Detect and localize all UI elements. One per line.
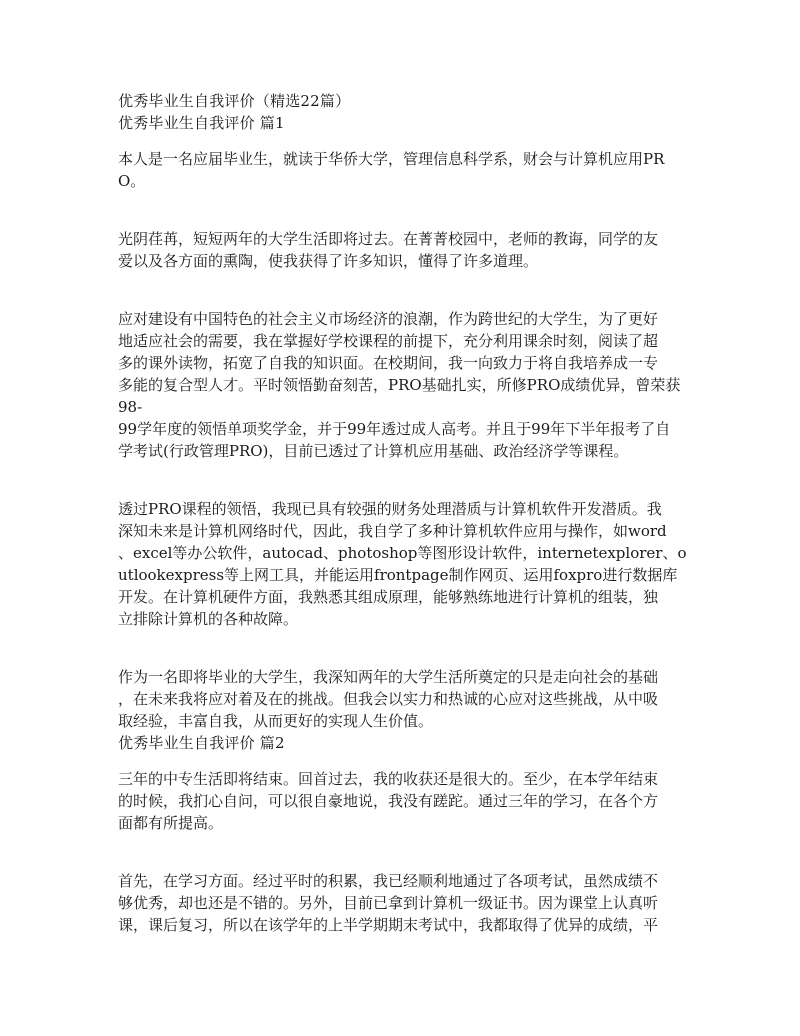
paragraph-line: 立排除计算机的各种故障。 (118, 610, 299, 628)
paragraph-line: 本人是一名应届毕业生，就读于华侨大学，管理信息科学系，财会与计算机应用PR (118, 150, 665, 168)
paragraph-line: 99学年度的领悟单项奖学金，并于99年透过成人高考。并且于99年下半年报考了自 (118, 420, 671, 438)
document-page (118, 90, 690, 936)
paragraph-4 (118, 498, 690, 630)
paragraph-line: ，在未来我将应对着及在的挑战。但我会以实力和热诚的心应对这些挑战，从中吸 (118, 690, 659, 708)
document-title: 优秀毕业生自我评价（精选22篇） (118, 92, 351, 110)
paragraph-1 (118, 148, 690, 192)
spacer (118, 630, 690, 666)
paragraph-line: 取经验，丰富自我，从而更好的实现人生价值。 (118, 712, 434, 730)
paragraph-line: 开发。在计算机硬件方面，我熟悉其组成原理，能够熟练地进行计算机的组装，独 (118, 588, 659, 606)
spacer (118, 754, 690, 768)
paragraph-line: 首先，在学习方面。经过平时的积累，我已经顺利地通过了各项考试，虽然成绩不 (118, 872, 659, 890)
paragraph-line: 光阴荏苒，短短两年的大学生活即将过去。在菁菁校园中，老师的教诲，同学的友 (118, 230, 659, 248)
paragraph-line: 应对建设有中国特色的社会主义市场经济的浪潮，作为跨世纪的大学生，为了更好 (118, 310, 659, 328)
section-heading-2: 优秀毕业生自我评价 篇2 (118, 734, 285, 752)
paragraph-3 (118, 308, 690, 462)
paragraph-line: 多的课外读物，拓宽了自我的知识面。在校期间，我一向致力于将自我培养成一专 (118, 354, 659, 372)
paragraph-line: 多能的复合型人才。平时领悟勤奋刻苦，PRO基础扎实，所修PRO成绩优异，曾荣获 (118, 376, 681, 394)
paragraph-2 (118, 228, 690, 272)
spacer (118, 272, 690, 308)
paragraph-line: 作为一名即将毕业的大学生，我深知两年的大学生活所奠定的只是走向社会的基础 (118, 668, 659, 686)
paragraph-line: 爱以及各方面的熏陶，使我获得了许多知识，懂得了许多道理。 (118, 252, 539, 270)
paragraph-5 (118, 666, 690, 732)
paragraph-7 (118, 870, 690, 936)
paragraph-line: 学考试(行政管理PRO)，目前已透过了计算机应用基础、政治经济学等课程。 (118, 442, 629, 460)
paragraph-line: 透过PRO课程的领悟，我现已具有较强的财务处理潜质与计算机软件开发潜质。我 (118, 500, 662, 518)
section-heading-1: 优秀毕业生自我评价 篇1 (118, 114, 285, 132)
paragraph-line: 够优秀，却也还是不错的。另外，目前已拿到计算机一级证书。因为课堂上认真听 (118, 894, 659, 912)
paragraph-line: 、excel等办公软件，autocad、photoshop等图形设计软件，internetexplorer、o (118, 544, 687, 562)
paragraph-line: utlookexpress等上网工具，并能运用frontpage制作网页、运用foxpro进行数据库 (118, 566, 678, 584)
paragraph-line: O。 (118, 172, 146, 190)
paragraph-line: 深知未来是计算机网络时代，因此，我自学了多种计算机软件应用与操作，如word (118, 522, 667, 540)
spacer (118, 462, 690, 498)
paragraph-line: 三年的中专生活即将结束。回首过去，我的收获还是很大的。至少，在本学年结束 (118, 770, 659, 788)
spacer (118, 134, 690, 148)
paragraph-line: 98- (118, 398, 143, 416)
paragraph-line: 地适应社会的需要，我在掌握好学校课程的前提下，充分利用课余时刻，阅读了超 (118, 332, 659, 350)
paragraph-line: 课，课后复习，所以在该学年的上半学期期末考试中，我都取得了优异的成绩，平 (118, 916, 659, 934)
spacer (118, 834, 690, 870)
paragraph-line: 面都有所提高。 (118, 814, 224, 832)
paragraph-6 (118, 768, 690, 834)
paragraph-line: 的时候，我扪心自问，可以很自豪地说，我没有蹉跎。通过三年的学习，在各个方 (118, 792, 659, 810)
spacer (118, 192, 690, 228)
